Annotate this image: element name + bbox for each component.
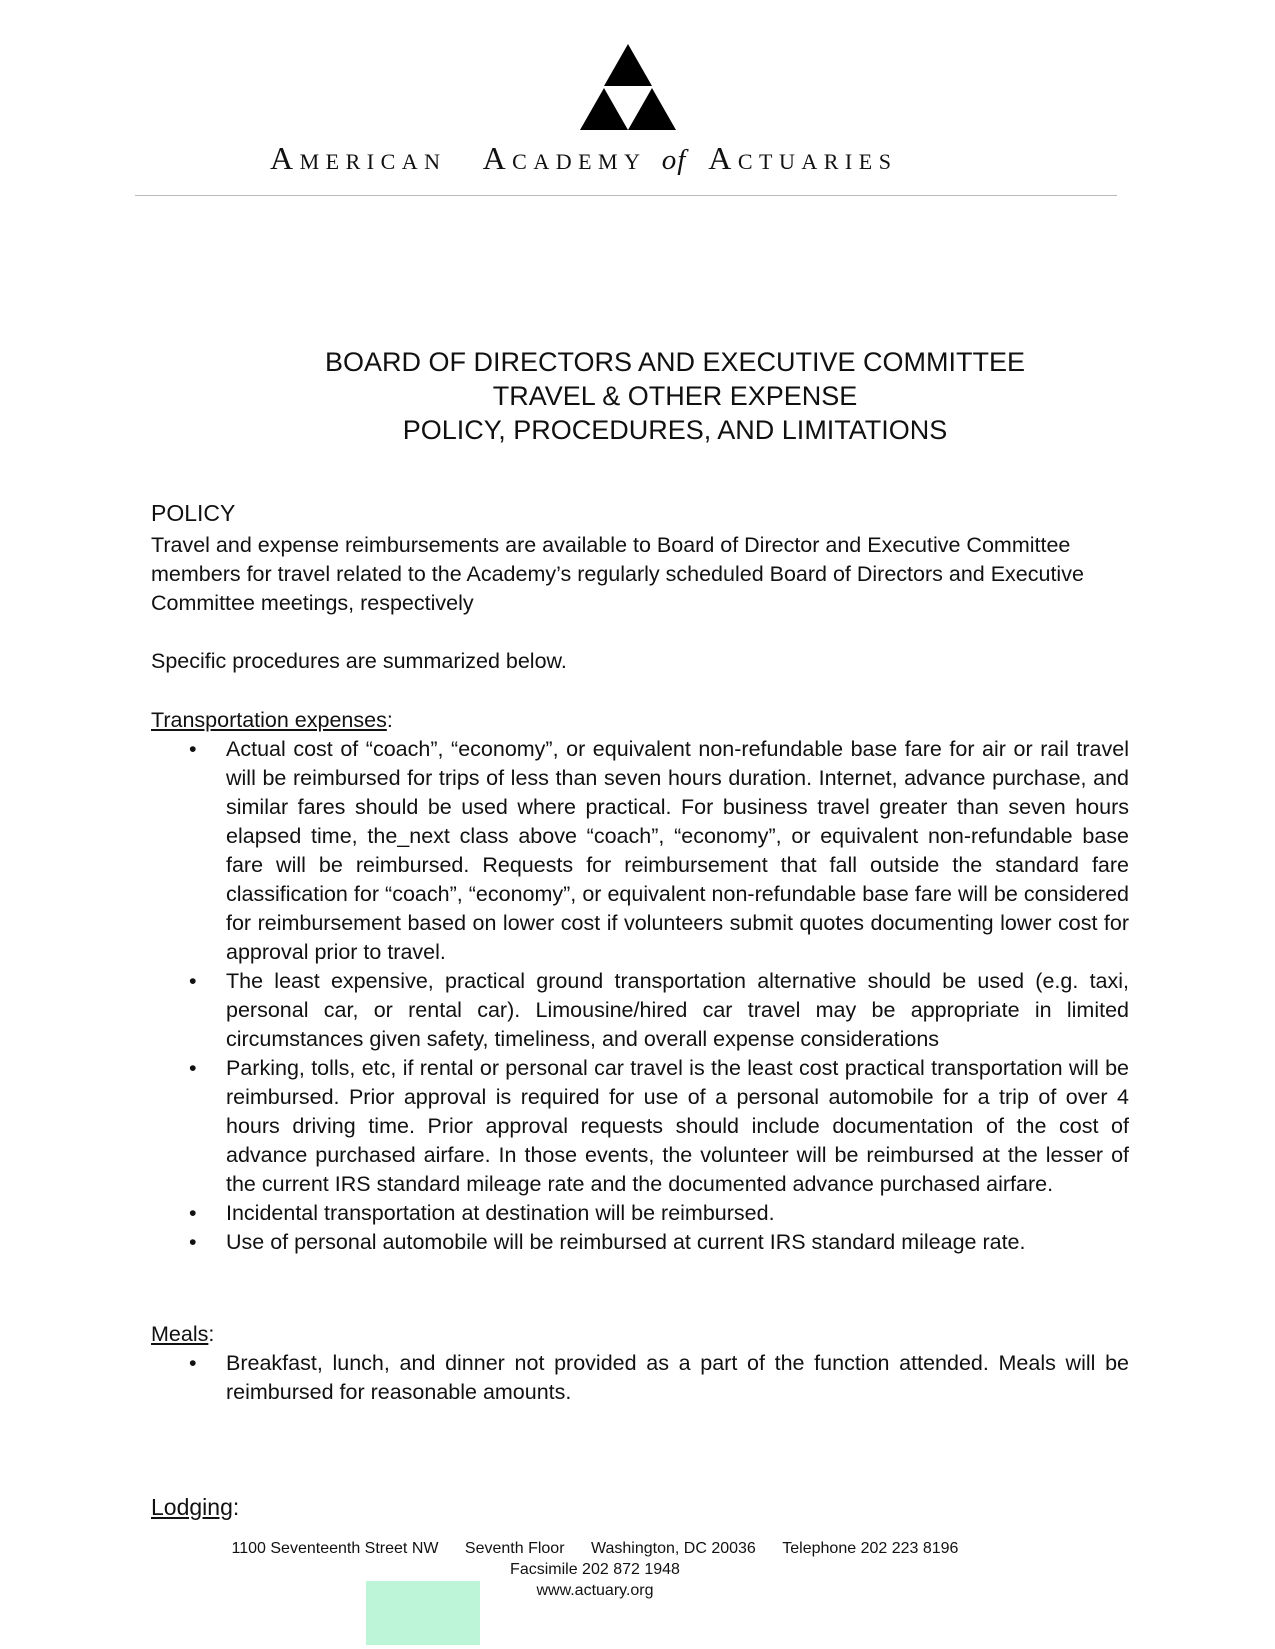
footer-telephone: Telephone 202 223 8196 <box>782 1540 959 1557</box>
footer-website: www.actuary.org <box>536 1582 654 1599</box>
meals-heading: Meals: <box>151 1322 215 1346</box>
list-item: • The least expensive, practical ground transportation alternative should be used (e.g. taxi, personal car, or rental car). Limousine/hired car travel may be appropriate in limited circumstances given safety, timeliness, and overall expense considerations <box>189 969 1129 1051</box>
triangle-of-triangles-icon <box>580 44 676 130</box>
lodging-heading: Lodging: <box>151 1494 240 1520</box>
organization-name <box>270 140 1000 177</box>
transportation-list <box>151 735 1129 1257</box>
transportation-heading: Transportation expenses: <box>151 708 393 732</box>
page-footer <box>135 1538 1055 1601</box>
title-line-3: POLICY, PROCEDURES, AND LIMITATIONS <box>402 415 948 445</box>
list-item: • Breakfast, lunch, and dinner not provided as a part of the function attended. Meals will be reimbursed for reasonable amounts. <box>189 1351 1129 1404</box>
footer-floor: Seventh Floor <box>464 1540 565 1557</box>
transportation-section <box>151 706 1129 1257</box>
list-item: • Incidental transportation at destination will be reimbursed. <box>189 1201 775 1225</box>
org-word-academy: ACADEMY <box>482 140 646 176</box>
policy-paragraph: Travel and expense reimbursements are available to Board of Director and Executive Committee members for travel related to the Academy’s regularly scheduled Board of Directors and Executive Committee meetings, respectively <box>151 533 1084 615</box>
policy-summary: Specific procedures are summarized below. <box>151 649 567 673</box>
list-item: • Use of personal automobile will be reimbursed at current IRS standard mileage rate. <box>189 1230 1026 1254</box>
footer-city: Washington, DC 20036 <box>590 1540 756 1557</box>
footer-facsimile: Facsimile 202 872 1948 <box>510 1561 680 1578</box>
footer-street: 1100 Seventeenth Street NW <box>231 1540 439 1557</box>
title-line-2: TRAVEL & OTHER EXPENSE <box>492 381 858 411</box>
list-item: • Parking, tolls, etc, if rental or personal car travel is the least cost practical transportation will be reimbursed. Prior approval is required for use of a personal automobile for a trip of over 4 hours driving time. Prior approval requests should include documentation of the cost of advance purchased airfare. In those events, the volunteer will be reimbursed at the lesser of the current IRS standard mileage rate and the documented advance purchased airfare. <box>189 1056 1129 1196</box>
document-title <box>135 345 1215 447</box>
policy-section <box>151 531 1129 676</box>
title-line-1: BOARD OF DIRECTORS AND EXECUTIVE COMMITTEE <box>324 347 1026 377</box>
header-divider <box>135 195 1117 196</box>
meals-section <box>151 1320 1129 1407</box>
policy-heading: POLICY <box>151 500 236 526</box>
org-word-american: AMERICAN <box>270 140 447 176</box>
org-word-actuaries: ACTUARIES <box>708 140 898 176</box>
highlight-box <box>366 1581 480 1645</box>
meals-list <box>151 1349 1129 1407</box>
list-item: • Actual cost of “coach”, “economy”, or equivalent non-refundable base fare for air or rail travel will be reimbursed for trips of less than seven hours duration. Internet, advance purchase, and similar fares should be used where practical. For business travel greater than seven hours elapsed time, the_next class above “coach”, “economy”, or equivalent non-refundable base fare will be reimbursed. Requests for reimbursement that fall outside the standard fare classification for “coach”, “economy”, or equivalent non-refundable base fare will be considered for reimbursement based on lower cost if volunteers submit quotes documenting lower cost for approval prior to travel. <box>189 737 1129 964</box>
org-word-of: of <box>661 144 687 176</box>
